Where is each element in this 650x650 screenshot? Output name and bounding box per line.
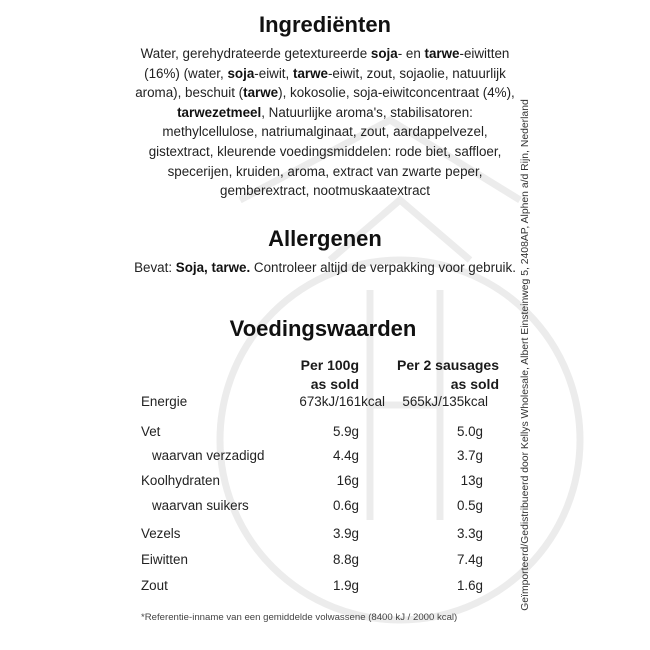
value-per-100g: 3.9g [332,526,359,541]
value-per-serving: 3.3g [456,526,483,541]
value-per-100g: 16g [336,473,359,488]
nutrient-label: Vet [141,424,161,439]
value-per-100g: 4.4g [332,448,359,463]
column-header-per-100g-line1: Per 100g [300,357,359,373]
ingredients-segment: Water, gerehydrateerde getextureerde [140,46,371,61]
column-header-per-serving-line2: as sold [450,376,499,392]
ingredients-title: Ingrediënten [258,12,391,37]
nutrition-row-vet [0,424,650,446]
column-header-per-serving [397,356,499,394]
nutrient-label: Zout [141,578,168,593]
value-per-serving: 7.4g [456,552,483,567]
value-per-serving: 3.7g [456,448,483,463]
value-per-100g: 8.8g [332,552,359,567]
allergens-title: Allergenen [268,226,382,251]
value-per-serving: 1.6g [456,578,483,593]
value-per-serving: 13g [460,473,483,488]
ingredients-segment: -eiwit, [254,65,293,81]
ingredients-text [130,44,520,201]
ingredients-allergen-highlight: tarwe [292,65,328,81]
allergens-allergen-highlight: Soja, tarwe. [175,260,251,275]
nutrition-row-koolhydraten [0,473,650,495]
ingredients-allergen-highlight: tarwezetmeel [177,104,262,120]
value-per-100g: 5.9g [332,424,359,439]
value-per-100g: 0.6g [332,498,359,513]
ingredients-allergen-highlight: soja [370,46,398,61]
nutrient-label: Vezels [141,526,181,541]
ingredients-segment: - en [397,46,425,61]
ingredients-allergen-highlight: tarwe [424,46,460,61]
nutrient-label: waarvan suikers [152,498,249,513]
nutrition-row-vezels [0,526,650,548]
nutrition-title [0,316,648,342]
value-per-serving: 0.5g [456,498,483,513]
nutrient-label: waarvan verzadigd [152,448,265,463]
allergens-text [130,258,520,278]
column-header-per-100g-line2: as sold [310,376,359,392]
value-per-100g: 673kJ/161kcal [299,394,385,409]
nutrition-row-zout [0,578,650,600]
nutrition-row-suikers [0,498,650,520]
reference-intake-footnote: *Referentie-inname van een gemiddelde volwassene (8400 kJ / 2000 kcal) [141,612,458,623]
nutrition-row-verzadigd [0,448,650,470]
column-header-per-serving-line1: Per 2 sausages [397,357,499,373]
nutrient-label: Koolhydraten [141,473,220,488]
importer-address: Geïmporteerd/Gedistribueerd door Kellys Wholesale, Albert Einsteinweg 5, 2408AP, Alphen a/d Rijn, Nederland [520,99,531,611]
nutrient-label: Energie [141,394,188,409]
nutrition-title-text: Voedingswaarden [229,316,417,341]
nutrition-row-eiwitten [0,552,650,574]
allergens-segment: Controleer altijd de verpakking voor gebruik. [250,260,516,275]
ingredients-segment: -eiwit, zout, sojaolie, natuurlijk aroma), beschuit ( [135,65,506,101]
nutrient-label: Eiwitten [141,552,188,567]
ingredients-segment: ), kokosolie, soja-eiwitconcentraat (4%), [278,85,515,101]
nutrition-row-energie [0,394,650,416]
ingredients-allergen-highlight: tarwe [243,85,279,101]
ingredients-segment: -eiwitten (16%) (water, [144,46,510,81]
ingredients-segment: , Natuurlijke aroma's, stabilisatoren: methylcellulose, natriumalginaat, zout, aardappelvezel, gistextract, kleurende voedingsmiddelen: rode biet, saffloer, specerijen, kruiden, aroma, extract van zwarte peper, gemberextract, nootmuskaatextract [148,104,502,199]
value-per-serving: 565kJ/135kcal [402,394,488,409]
ingredients-allergen-highlight: soja [227,65,255,81]
allergens-segment: Bevat: [134,260,176,275]
column-header-per-100g [301,356,359,394]
value-per-serving: 5.0g [456,424,483,439]
value-per-100g: 1.9g [332,578,359,593]
